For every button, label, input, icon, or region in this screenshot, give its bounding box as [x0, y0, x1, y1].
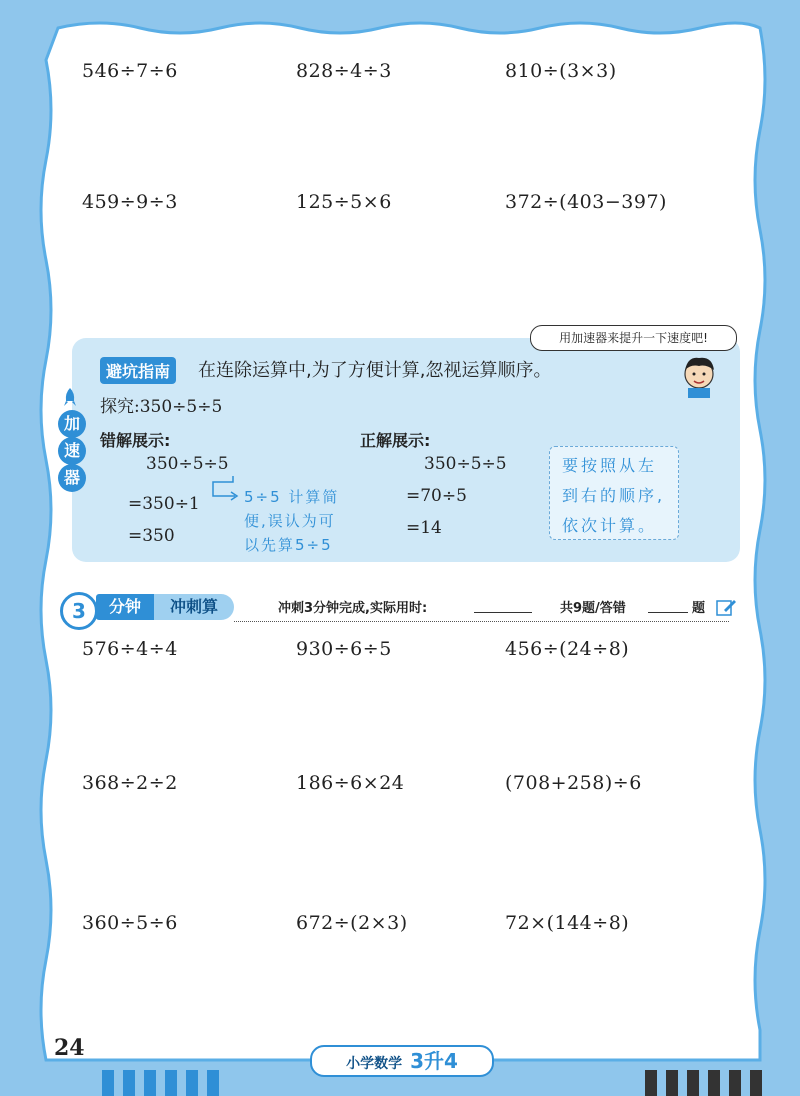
exercise: 372÷(403−397) — [505, 191, 667, 213]
explore-text: 探究:350÷5÷5 — [100, 397, 223, 417]
pencil-icon — [716, 597, 738, 617]
wrong-title: 错解展示: — [100, 431, 171, 450]
time-blank[interactable] — [474, 612, 532, 613]
exercise: 810÷(3×3) — [505, 60, 617, 82]
right-line: =14 — [406, 518, 442, 538]
side-label-char: 加 — [58, 410, 86, 438]
wrong-note: 便,误认为可 — [244, 512, 336, 530]
header-divider — [234, 621, 729, 622]
wrong-line: 350÷5÷5 — [146, 454, 229, 474]
sprint-title: 冲刺算 — [154, 594, 234, 620]
speech-bubble: 用加速器来提升一下速度吧! — [530, 325, 737, 351]
wrong-line: =350 — [128, 526, 175, 546]
right-title: 正解展示: — [360, 431, 431, 450]
exercise: 456÷(24÷8) — [505, 638, 630, 660]
page-number: 24 — [54, 1035, 85, 1061]
wrong-note: 5÷5 计算简 — [244, 488, 340, 506]
exercise: 576÷4÷4 — [82, 638, 178, 660]
pitfall-headline: 在连除运算中,为了方便计算,忽视运算顺序。 — [198, 360, 552, 381]
exercise: 930÷6÷5 — [296, 638, 392, 660]
right-line: 350÷5÷5 — [424, 454, 507, 474]
footer-stripes-right — [645, 1070, 762, 1096]
arrow-icon — [205, 474, 245, 504]
exercise: 828÷4÷3 — [296, 60, 392, 82]
sprint-number-badge: 3 — [60, 592, 98, 630]
rocket-icon — [62, 387, 78, 407]
right-line: =70÷5 — [406, 486, 467, 506]
pitfall-tag: 避坑指南 — [100, 357, 176, 384]
side-label-char: 速 — [58, 437, 86, 465]
sprint-suffix: 题 — [692, 601, 706, 616]
side-label-char: 器 — [58, 464, 86, 492]
exercise: (708+258)÷6 — [505, 772, 642, 794]
exercise: 368÷2÷2 — [82, 772, 178, 794]
right-note: 要按照从左 — [562, 456, 658, 475]
errors-blank[interactable] — [648, 612, 688, 613]
exercise: 72×(144÷8) — [505, 912, 630, 934]
footer-grade: 3升4 — [410, 1049, 458, 1073]
exercise: 459÷9÷3 — [82, 191, 178, 213]
exercise: 186÷6×24 — [296, 772, 405, 794]
right-note-box — [549, 446, 679, 540]
exercise: 125÷5×6 — [296, 191, 392, 213]
right-note: 依次计算。 — [562, 516, 658, 535]
exercise: 672÷(2×3) — [296, 912, 408, 934]
footer-subject: 小学数学 — [346, 1056, 403, 1072]
sprint-instruction: 冲刺3分钟完成,实际用时: — [278, 601, 428, 616]
wrong-line: =350÷1 — [128, 494, 200, 514]
exercise: 360÷5÷6 — [82, 912, 178, 934]
wrong-note: 以先算5÷5 — [244, 536, 333, 554]
exercise: 546÷7÷6 — [82, 60, 178, 82]
minutes-label: 分钟 — [96, 594, 154, 620]
right-note: 到右的顺序, — [562, 486, 666, 505]
boy-avatar-icon — [676, 352, 722, 398]
footer-badge — [310, 1045, 494, 1077]
sprint-total: 共9题/答错 — [560, 601, 626, 616]
footer-stripes-left — [102, 1070, 219, 1096]
